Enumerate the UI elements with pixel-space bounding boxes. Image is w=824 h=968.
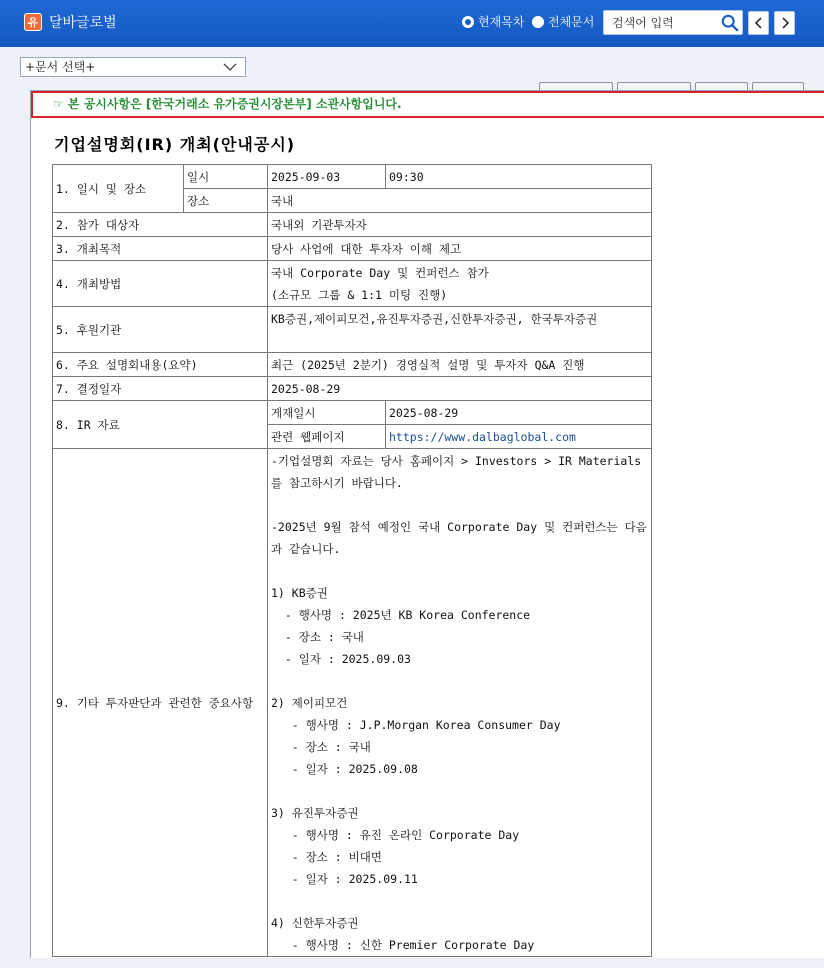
row4-label: 4. 개최방법: [53, 261, 268, 307]
bottom-strip: [0, 958, 824, 968]
radio-all-label: 전체문서: [548, 15, 595, 29]
chevron-right-icon: [780, 17, 790, 29]
radio-selected-icon: [462, 16, 474, 28]
row8-web-link[interactable]: https://www.dalbaglobal.com: [386, 425, 652, 449]
chevron-down-icon: [223, 61, 237, 73]
row1-place: 국내: [268, 189, 652, 213]
row5-label: 5. 후원기관: [53, 307, 268, 353]
row7-label: 7. 결정일자: [53, 377, 268, 401]
page-title: 기업설명회(IR) 개최(안내공시): [54, 135, 296, 154]
row1-place-label: 장소: [184, 189, 268, 213]
row8-web-label: 관련 웹페이지: [268, 425, 386, 449]
row3-label: 3. 개최목적: [53, 237, 268, 261]
jurisdiction-notice: ☞ 본 공시사항은 [한국거래소 유가증권시장본부] 소관사항입니다.: [31, 91, 824, 118]
radio-unselected-icon: [532, 16, 544, 28]
row9-label: 9. 기타 투자판단과 관련한 중요사항: [53, 449, 268, 957]
search-icon[interactable]: [721, 14, 739, 32]
prev-button[interactable]: [748, 11, 769, 35]
radio-current-label: 현재목차: [478, 15, 525, 29]
company-title: 달바글로벌: [49, 15, 117, 31]
row9-value: -기업설명회 자료는 당사 홈페이지 > Investors > IR Materials를 참고하시기 바랍니다. -2025년 9월 참석 예정인 국내 Corporate Day 및 컨퍼런스는 다음과 같습니다. 1) KB증권 - 행사명 : 2025년 KB Korea Conference - 장소 : 국내 - 일자 : 2025.09.03 2) 제이피모건 - 행사명 : J.P.Morgan Korea Consumer Day - 장소 : 국내 - 일자 : 2025.09.08 3) 유진투자증권 - 행사명 : 유진 온라인 Corporate Day - 장소 : 비대면 - 일자 : 2025.09.11 4) 신한투자증권 - 행사명 : 신한 Premier Corporate Day: [268, 449, 652, 957]
row8-post-value: 2025-08-29: [386, 401, 652, 425]
row3-value: 당사 사업에 대한 투자자 이해 제고: [268, 237, 652, 261]
radio-all-docs[interactable]: [532, 13, 594, 30]
row2-label: 2. 참가 대상자: [53, 213, 268, 237]
chevron-left-icon: [754, 17, 764, 29]
document-select-value: +문서 선택+: [25, 60, 96, 74]
ir-disclosure-table: [52, 164, 652, 957]
row6-label: 6. 주요 설명회내용(요약): [53, 353, 268, 377]
row1-date: 2025-09-03: [268, 165, 386, 189]
document-select[interactable]: [20, 57, 246, 77]
row7-value: 2025-08-29: [268, 377, 652, 401]
radio-current-toc[interactable]: [462, 13, 524, 30]
next-button[interactable]: [774, 11, 795, 35]
row6-value: 최근 (2025년 2분기) 경영실적 설명 및 투자자 Q&A 진행: [268, 353, 652, 377]
row1-label: 1. 일시 및 장소: [53, 165, 184, 213]
row1-time: 09:30: [386, 165, 652, 189]
row8-label: 8. IR 자료: [53, 401, 268, 449]
search-input[interactable]: [604, 11, 716, 34]
search-box: [603, 10, 743, 35]
row1-date-label: 일시: [184, 165, 268, 189]
company-badge-icon: 유: [24, 13, 42, 31]
row2-value: 국내외 기관투자자: [268, 213, 652, 237]
row8-post-label: 게재일시: [268, 401, 386, 425]
top-bar: [0, 0, 824, 47]
row4-value: 국내 Corporate Day 및 컨퍼런스 참가 (소규모 그룹 & 1:1 미팅 진행): [268, 261, 652, 307]
row5-value: KB증권,제이피모건,유진투자증권,신한투자증권, 한국투자증권: [268, 307, 652, 353]
